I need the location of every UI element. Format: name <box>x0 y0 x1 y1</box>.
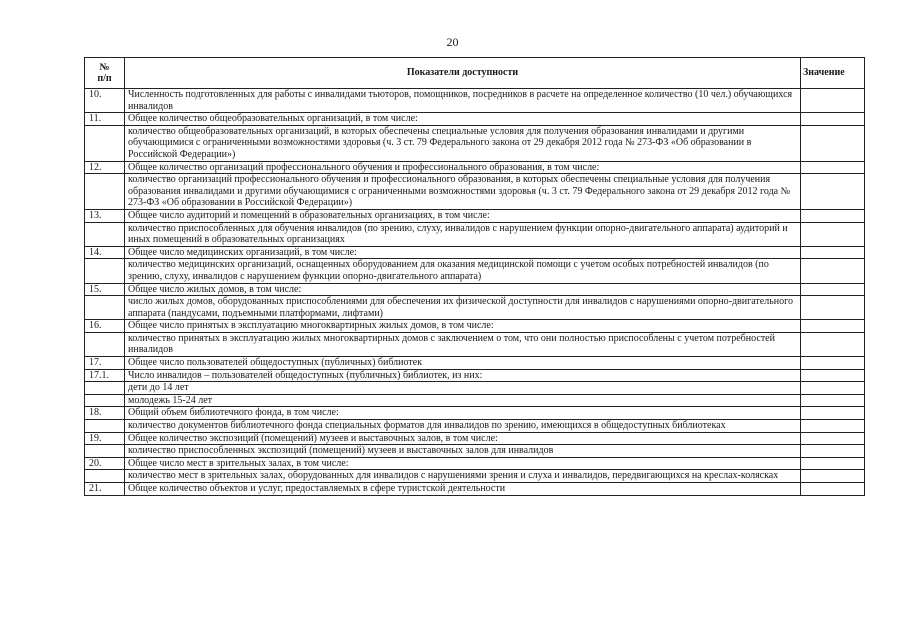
value-cell <box>801 283 865 296</box>
value-cell <box>801 445 865 458</box>
header-number-abbr: п/п <box>97 73 112 84</box>
row-number: 10. <box>85 89 125 113</box>
row-number <box>85 382 125 395</box>
table-row <box>85 246 865 259</box>
indicator-text: Общий объем библиотечного фонда, в том числе: <box>125 407 801 420</box>
value-cell <box>801 259 865 283</box>
header-number <box>85 58 125 89</box>
value-cell <box>801 125 865 161</box>
value-cell <box>801 407 865 420</box>
indicator-text: количество приспособленных экспозиций (помещений) музеев и выставочных залов для инвалидов <box>125 445 801 458</box>
row-number: 19. <box>85 432 125 445</box>
table-row <box>85 420 865 433</box>
table-row <box>85 407 865 420</box>
indicator-text: количество принятых в эксплуатацию жилых многоквартирных домов с заключением о том, что они полностью приспособлены с учетом потребностей инвалидов <box>125 332 801 356</box>
value-cell <box>801 320 865 333</box>
table-row <box>85 369 865 382</box>
indicator-text: количество медицинских организаций, оснащенных оборудованием для оказания медицинской помощи с учетом особых потребностей инвалидов (по зрению, слуху, инвалидов с нарушением функции опорно-двигательного аппарата) <box>125 259 801 283</box>
value-cell <box>801 161 865 174</box>
value-cell <box>801 357 865 370</box>
table-row <box>85 174 865 210</box>
value-cell <box>801 209 865 222</box>
indicator-text: количество мест в зрительных залах, оборудованных для инвалидов с нарушениями зрения и слуха и инвалидов, передвигающихся на креслах-колясках <box>125 470 801 483</box>
indicator-text: Число инвалидов – пользователей общедоступных (публичных) библиотек, из них: <box>125 369 801 382</box>
row-number: 11. <box>85 113 125 126</box>
row-number <box>85 174 125 210</box>
value-cell <box>801 246 865 259</box>
row-number <box>85 445 125 458</box>
row-number <box>85 222 125 246</box>
row-number <box>85 394 125 407</box>
indicator-text: Общее количество организаций профессионального обучения и профессионального образования, в том числе: <box>125 161 801 174</box>
row-number <box>85 296 125 320</box>
table-row <box>85 332 865 356</box>
indicator-text: Общее число аудиторий и помещений в образовательных организациях, в том числе: <box>125 209 801 222</box>
indicator-text: Общее число жилых домов, в том числе: <box>125 283 801 296</box>
indicator-text: количество документов библиотечного фонда специальных форматов для инвалидов по зрению, имеющихся в общедоступных библиотеках <box>125 420 801 433</box>
row-number <box>85 332 125 356</box>
table-row <box>85 432 865 445</box>
value-cell <box>801 113 865 126</box>
table-row <box>85 470 865 483</box>
indicator-text: количество приспособленных для обучения инвалидов (по зрению, слуху, инвалидов с нарушением функции опорно-двигательного аппарата) аудиторий и иных помещений в образовательных организациях <box>125 222 801 246</box>
indicator-text: дети до 14 лет <box>125 382 801 395</box>
table-row <box>85 296 865 320</box>
value-cell <box>801 470 865 483</box>
header-indicator: Показатели доступности <box>125 58 801 89</box>
row-number: 12. <box>85 161 125 174</box>
row-number: 17.1. <box>85 369 125 382</box>
table-row <box>85 457 865 470</box>
value-cell <box>801 483 865 496</box>
indicator-text: количество общеобразовательных организаций, в которых обеспечены специальные условия для получения образования инвалидами и другими обучающимися с ограниченными возможностями здоровья (ч. 3 ст. 79 Федерального закона от 29 декабря 2012 года № 273-ФЗ «Об образовании в Российской Федерации») <box>125 125 801 161</box>
header-number-symbol: № <box>99 62 110 73</box>
row-number: 16. <box>85 320 125 333</box>
table-row <box>85 259 865 283</box>
indicator-text: Общее количество экспозиций (помещений) музеев и выставочных залов, в том числе: <box>125 432 801 445</box>
row-number <box>85 420 125 433</box>
indicator-text: Общее количество общеобразовательных организаций, в том числе: <box>125 113 801 126</box>
table-row <box>85 283 865 296</box>
table-row <box>85 222 865 246</box>
table-row <box>85 445 865 458</box>
page-number: 20 <box>446 35 459 49</box>
table-row <box>85 113 865 126</box>
row-number: 20. <box>85 457 125 470</box>
value-cell <box>801 369 865 382</box>
row-number: 21. <box>85 483 125 496</box>
row-number: 13. <box>85 209 125 222</box>
accessibility-indicators-table <box>84 57 865 496</box>
table-header-row <box>85 58 865 89</box>
value-cell <box>801 296 865 320</box>
indicator-text: Общее количество объектов и услуг, предоставляемых в сфере туристской деятельности <box>125 483 801 496</box>
indicator-text: Численность подготовленных для работы с инвалидами тьюторов, помощников, посредников в расчете на определенное количество (10 чел.) обучающихся инвалидов <box>125 89 801 113</box>
indicator-text: Общее число медицинских организаций, в том числе: <box>125 246 801 259</box>
indicator-text: Общее число принятых в эксплуатацию многоквартирных жилых домов, в том числе: <box>125 320 801 333</box>
indicator-text: Общее число мест в зрительных залах, в том числе: <box>125 457 801 470</box>
indicator-text: молодежь 15-24 лет <box>125 394 801 407</box>
value-cell <box>801 432 865 445</box>
table-row <box>85 382 865 395</box>
value-cell <box>801 420 865 433</box>
table-row <box>85 320 865 333</box>
row-number <box>85 259 125 283</box>
indicator-text: число жилых домов, оборудованных приспособлениями для обеспечения их физической доступности для инвалидов с нарушениями опорно-двигательного аппарата (пандусами, подъемными платформами, лифтами) <box>125 296 801 320</box>
row-number: 18. <box>85 407 125 420</box>
table-row <box>85 357 865 370</box>
table-row <box>85 125 865 161</box>
value-cell <box>801 332 865 356</box>
indicator-text: Общее число пользователей общедоступных (публичных) библиотек <box>125 357 801 370</box>
value-cell <box>801 457 865 470</box>
value-cell <box>801 174 865 210</box>
row-number <box>85 470 125 483</box>
value-cell <box>801 89 865 113</box>
table-row <box>85 483 865 496</box>
header-value: Значение <box>801 58 865 89</box>
table-row <box>85 89 865 113</box>
row-number: 14. <box>85 246 125 259</box>
table-row <box>85 209 865 222</box>
row-number: 15. <box>85 283 125 296</box>
indicator-text: количество организаций профессионального обучения и профессионального образования, в которых обеспечены специальные условия для получения образования инвалидами и другими обучающимися с ограниченными возможностями здоровья (ч. 3 ст. 79 Федерального закона от 29 декабря 2012 года № 273-ФЗ «Об образовании в Российской Федерации») <box>125 174 801 210</box>
value-cell <box>801 382 865 395</box>
value-cell <box>801 222 865 246</box>
table-row <box>85 394 865 407</box>
value-cell <box>801 394 865 407</box>
table-row <box>85 161 865 174</box>
row-number: 17. <box>85 357 125 370</box>
row-number <box>85 125 125 161</box>
